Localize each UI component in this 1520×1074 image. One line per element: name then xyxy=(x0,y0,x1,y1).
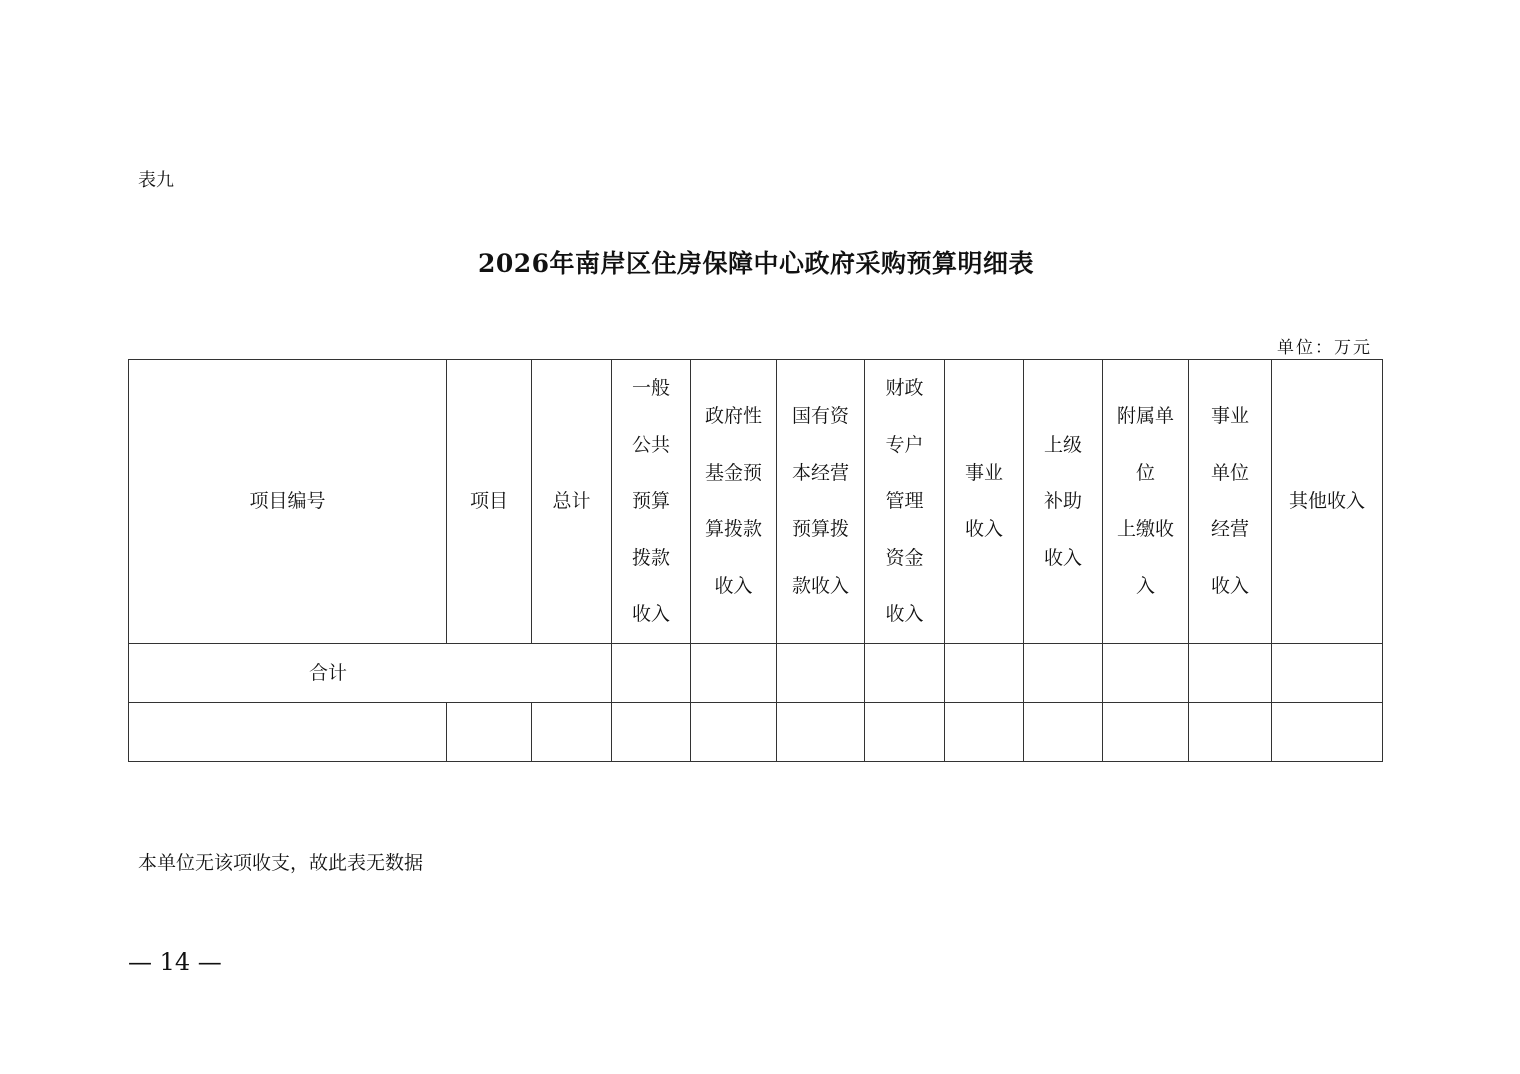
no-data-note: 本单位无该项收支，故此表无数据 xyxy=(138,852,424,874)
column-header: 项目 xyxy=(447,360,532,644)
total-row-label: 合计 xyxy=(129,643,612,702)
table-cell xyxy=(1103,702,1189,761)
column-header: 财政 专户 管理 资金 收入 xyxy=(865,360,945,644)
table-label: 表九 xyxy=(138,170,174,191)
table-cell xyxy=(1272,702,1383,761)
table-cell xyxy=(1024,643,1103,702)
table-cell xyxy=(1189,643,1272,702)
column-header: 上级 补助 收入 xyxy=(1024,360,1103,644)
column-header: 项目编号 xyxy=(129,360,447,644)
column-header: 总计 xyxy=(532,360,612,644)
table-cell xyxy=(945,643,1024,702)
table-cell xyxy=(691,702,777,761)
table-cell xyxy=(447,702,532,761)
header-row xyxy=(129,360,1383,644)
table-cell xyxy=(1103,643,1189,702)
table-cell xyxy=(777,702,865,761)
table-cell xyxy=(1024,702,1103,761)
column-header: 事业 收入 xyxy=(945,360,1024,644)
table-cell xyxy=(129,702,447,761)
table-cell xyxy=(865,702,945,761)
column-header: 其他收入 xyxy=(1272,360,1383,644)
column-header: 附属单 位 上缴收 入 xyxy=(1103,360,1189,644)
table-cell xyxy=(1189,702,1272,761)
table-cell xyxy=(777,643,865,702)
procurement-budget-table xyxy=(128,359,1383,762)
document-title: 2026年南岸区住房保障中心政府采购预算明细表 xyxy=(477,249,1035,278)
table-cell xyxy=(532,702,612,761)
column-header: 国有资 本经营 预算拨 款收入 xyxy=(777,360,865,644)
table-cell xyxy=(1272,643,1383,702)
column-header: 一般 公共 预算 拨款 收入 xyxy=(612,360,691,644)
table-cell xyxy=(945,702,1024,761)
total-row xyxy=(129,643,1383,702)
table-cell xyxy=(612,702,691,761)
table-cell xyxy=(865,643,945,702)
table-cell xyxy=(612,643,691,702)
unit-label: 单位：万元 xyxy=(1277,338,1372,358)
column-header: 政府性 基金预 算拨款 收入 xyxy=(691,360,777,644)
page-number: — 14 — xyxy=(128,948,222,976)
table-cell xyxy=(691,643,777,702)
table-row xyxy=(129,702,1383,761)
column-header: 事业 单位 经营 收入 xyxy=(1189,360,1272,644)
